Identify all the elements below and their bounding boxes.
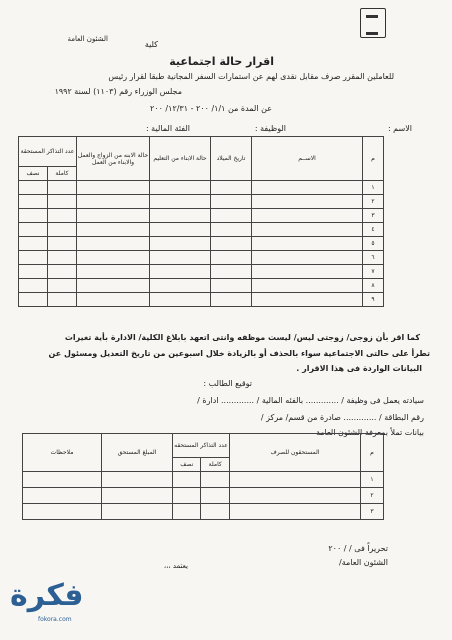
header-half: نصف [19, 167, 48, 181]
header2-half: نصف [173, 458, 201, 472]
table-cell[interactable] [102, 504, 173, 520]
header2-amount: المبلغ المستحق [102, 434, 173, 472]
header-no: م [363, 137, 384, 181]
table-cell[interactable] [201, 504, 230, 520]
table-cell[interactable] [150, 265, 211, 279]
table-cell[interactable] [102, 472, 173, 488]
header-birth-date: تاريخ الميلاد [211, 137, 252, 181]
table-cell[interactable] [252, 279, 363, 293]
grade-label: الفئة المالية : [145, 124, 190, 133]
table-cell[interactable] [201, 488, 230, 504]
affairs-label: الشئون العامة [67, 35, 108, 43]
header2-no: م [361, 434, 384, 472]
table-row [19, 237, 384, 251]
row-number: ١ [361, 472, 384, 488]
table-cell[interactable] [77, 209, 150, 223]
table-cell[interactable] [230, 488, 361, 504]
card-info-line: رقم البطاقة / ............. صادرة من قسم/ مركز / [260, 413, 424, 422]
table-row [23, 472, 384, 488]
table-cell[interactable] [252, 265, 363, 279]
table-cell[interactable] [19, 209, 48, 223]
table-cell[interactable] [19, 293, 48, 307]
table-cell[interactable] [47, 265, 76, 279]
table-row [19, 293, 384, 307]
header2-notes: ملاحظات [23, 434, 102, 472]
table-cell[interactable] [77, 279, 150, 293]
table-cell[interactable] [19, 181, 48, 195]
row-number: ١ [363, 181, 384, 195]
table-cell[interactable] [211, 209, 252, 223]
table-cell[interactable] [211, 195, 252, 209]
row-number: ٢ [363, 195, 384, 209]
table-cell[interactable] [252, 209, 363, 223]
table-cell[interactable] [47, 251, 76, 265]
entitlement-table [22, 433, 384, 520]
watermark-logo: فكرة [10, 578, 84, 613]
table-cell[interactable] [77, 265, 150, 279]
table-row [19, 223, 384, 237]
declaration-line-2: تطرأ على حالتى الاجتماعية سواء بالحذف أو بالزيادة خلال اسبوعين من تاريخ التعديل ومسئول عن [48, 349, 430, 358]
university-logo-icon [360, 8, 386, 38]
table-row [19, 209, 384, 223]
table-cell[interactable] [252, 237, 363, 251]
table-cell[interactable] [19, 237, 48, 251]
table-cell[interactable] [252, 181, 363, 195]
table-cell[interactable] [19, 223, 48, 237]
declaration-line-1: كما اقر بأن زوجى/ زوجتى ليس/ ليست موظفه وانتى اتعهد بابلاغ الكلية/ الادارة بأية تغيرات [64, 333, 420, 342]
table-cell[interactable] [252, 195, 363, 209]
table-cell[interactable] [211, 237, 252, 251]
table-cell[interactable] [77, 181, 150, 195]
table-cell[interactable] [23, 472, 102, 488]
table-cell[interactable] [173, 488, 201, 504]
header-name: الاســم [252, 137, 363, 181]
row-number: ٣ [363, 209, 384, 223]
college-label: كلية [144, 40, 158, 49]
row-number: ٥ [363, 237, 384, 251]
row-number: ٩ [363, 293, 384, 307]
row-number: ٢ [361, 488, 384, 504]
table-cell[interactable] [102, 488, 173, 504]
page-title: اقرار حالة اجتماعية [169, 55, 274, 68]
table-cell[interactable] [150, 181, 211, 195]
table-cell[interactable] [173, 472, 201, 488]
row-number: ٤ [363, 223, 384, 237]
table-cell[interactable] [150, 293, 211, 307]
row-number: ٨ [363, 279, 384, 293]
table-cell[interactable] [77, 237, 150, 251]
table-cell[interactable] [77, 251, 150, 265]
header2-eligible: المستحقون للصرف [230, 434, 361, 472]
header-son-status: حالة الابناء من التعليم [150, 137, 211, 181]
period-line: عن المدة من ١/١/ ٢٠٠ - ١٢/٣١/ ٢٠٠ [150, 104, 272, 113]
table-cell[interactable] [252, 293, 363, 307]
header-full: كاملة [47, 167, 76, 181]
table-cell[interactable] [150, 209, 211, 223]
table-cell[interactable] [211, 181, 252, 195]
footer-affairs-label: الشئون العامة/ [339, 558, 388, 567]
table-cell[interactable] [150, 279, 211, 293]
table-cell[interactable] [47, 181, 76, 195]
table-cell[interactable] [77, 195, 150, 209]
table-cell[interactable] [150, 251, 211, 265]
header2-tickets-due: عدد التذاكر المستحقه [173, 434, 230, 458]
table-cell[interactable] [211, 223, 252, 237]
table-row [23, 488, 384, 504]
table-cell[interactable] [173, 504, 201, 520]
table-cell[interactable] [211, 251, 252, 265]
table-cell[interactable] [47, 237, 76, 251]
table-cell[interactable] [211, 265, 252, 279]
table-row [19, 265, 384, 279]
row-number: ٦ [363, 251, 384, 265]
table-row [19, 181, 384, 195]
approve-label: يعتمد ،،، [163, 562, 188, 570]
name-label: الاسم : [387, 124, 412, 133]
table-cell[interactable] [252, 251, 363, 265]
table-cell[interactable] [230, 472, 361, 488]
table-cell[interactable] [47, 195, 76, 209]
header2-full: كاملة [201, 458, 230, 472]
applicant-signature-label: توقيع الطالب : [203, 379, 252, 388]
table-cell[interactable] [150, 237, 211, 251]
table-cell[interactable] [150, 223, 211, 237]
table-row [19, 251, 384, 265]
row-number: ٣ [361, 504, 384, 520]
table-cell[interactable] [211, 293, 252, 307]
table-row [19, 195, 384, 209]
table-cell[interactable] [77, 293, 150, 307]
table-cell[interactable] [47, 279, 76, 293]
table-row [19, 279, 384, 293]
table-cell[interactable] [230, 504, 361, 520]
family-table [18, 136, 384, 307]
table-cell[interactable] [23, 488, 102, 504]
header-tickets-due: عدد التذاكر المستحقة [19, 137, 77, 167]
table-cell[interactable] [19, 265, 48, 279]
row-number: ٧ [363, 265, 384, 279]
job-label: الوظيفة : [254, 124, 286, 133]
date-line: تحريراً فى / / ٢٠٠ [328, 544, 388, 553]
data-note: بيانات تملأ بمعرفة الشئون العامة [315, 428, 424, 437]
table-cell[interactable] [47, 293, 76, 307]
table-cell[interactable] [19, 251, 48, 265]
table-cell[interactable] [47, 209, 76, 223]
table-cell[interactable] [201, 472, 230, 488]
intro-line-1: للعاملين المقرر صرف مقابل نقدى لهم عن استمارات السفر المجانية طبقا لقرار رئيس [108, 72, 394, 81]
table-row [23, 504, 384, 520]
header-son-marriage: حالة الابنه من الزواج والعمل والابناء من العمل [77, 137, 150, 181]
table-cell[interactable] [23, 504, 102, 520]
table-cell[interactable] [150, 195, 211, 209]
table-cell[interactable] [77, 223, 150, 237]
table-cell[interactable] [47, 223, 76, 237]
table-cell[interactable] [211, 279, 252, 293]
table-cell[interactable] [19, 279, 48, 293]
declaration-line-3: البيانات الواردة فى هذا الاقرار . [296, 364, 422, 373]
watermark-url: fokora.com [38, 616, 72, 623]
table-cell[interactable] [252, 223, 363, 237]
employee-info-line: سيادته يعمل فى وظيفة / ............. بالفئه المالية / ............. ادارة / [197, 396, 424, 405]
intro-line-2: مجلس الوزراء رقم (١١٠٣) لسنة ١٩٩٢ [54, 87, 182, 96]
table-cell[interactable] [19, 195, 48, 209]
